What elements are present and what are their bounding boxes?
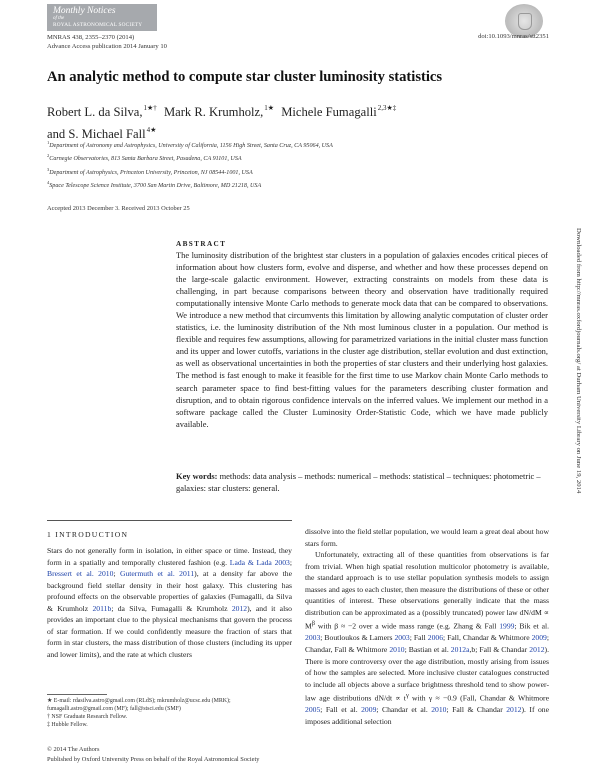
affiliation-num: 3	[47, 166, 50, 172]
text-run: ; da Silva, Fumagalli & Krumholz	[111, 603, 232, 613]
abstract-text: The luminosity distribution of the brightest star clusters in a population of galaxies encodes critical pieces of information about how clusters form, evolve and disperse, and whether and how these processes depend on the large-scale galactic environment. However, extracting constraints on models from these data is challenging, in part because comparisons between theory and observation have traditionally required computationally intensive Monte Carlo methods to generate mock data that can be compared to observations. We introduce a new method that circumvents this limitation by allowing analytic computation of cluster order statistics, i.e. the luminosity distribution of the Nth most luminous cluster in a population. Our method is flexible and requires few assumptions, allowing for parametrized variations in the initial cluster mass function and its upper and lower cutoffs, variations in the cluster age distribution, stellar evolution and dust extinction, as well as observational uncertainties in both the properties of star clusters and their underlying host galaxies. The method is fast enough to make it feasible for the first time to use Markov chain Monte Carlo methods to search parameter space to find best-fitting values for the parameters describing cluster formation and disruption, and to obtain rigorous confidence intervals on the inferred values. We implement our method in a software package called the Cluster Luminosity Order-Statistic Code, which we have made publicly available.	[176, 250, 548, 429]
footnote-email: ★ E-mail: rdasilva.astro@gmail.com (RLdS); mkrumholz@ucsc.edu (MRK); fumagalli.astro@gmail.com (MF); fall@stsci.edu (SMF)	[47, 698, 231, 713]
author-list	[47, 99, 400, 143]
affiliation-2	[47, 151, 333, 164]
text-run: ; Bastian et al.	[404, 645, 451, 655]
abstract-heading: ABSTRACT	[176, 240, 227, 248]
author-marks: 2,3★‡	[377, 104, 397, 112]
keywords-label: Key words:	[176, 471, 218, 481]
body-column-right	[305, 526, 549, 727]
author-marks: 4★	[146, 126, 157, 134]
text-run: ). There is more controversy over the age distribution, mostly arising from issues of how the samples are selected. More inclusive cluster catalogues constructed to include all objects above a surface brightness threshold tend to show power-law age distributions dN/dt ∝ t	[305, 645, 549, 703]
text-run: Stars do not generally form in isolation, in either space or time. Instead, they form in a spatially and temporally clustered fashion (e.g.	[47, 546, 292, 567]
affiliation-1	[47, 138, 333, 151]
citation: MNRAS 438, 2355–2370 (2014)	[47, 34, 135, 41]
affiliation-4	[47, 178, 333, 191]
text-run: ;	[113, 569, 120, 579]
citation-link[interactable]: 2012a	[450, 645, 470, 655]
paper-title: An analytic method to compute star cluster luminosity statistics	[47, 69, 443, 85]
text-run: with β ≈ −2 over a wide mass range (e.g. Zhang & Fall	[315, 621, 500, 631]
citation-link[interactable]: 2010	[389, 645, 405, 655]
footnote-rule	[47, 694, 107, 695]
logo-line-1: Monthly Notices	[53, 6, 116, 16]
affiliations	[47, 138, 333, 192]
text-run: ), and it also provides an important clue to the physical mechanisms that govern the process of star formation. If we could confidently measure the fraction of stars that form in star clusters, the mass distribution of those clusters (including its upper and lower limits), and the rate at which clusters	[47, 603, 292, 659]
author-1	[47, 105, 157, 119]
keywords-block	[176, 470, 548, 494]
section-heading: 1 INTRODUCTION	[47, 530, 129, 539]
text-run: ; Chandar et al.	[376, 705, 432, 715]
logo-line-2: of the	[53, 16, 65, 21]
abstract-block	[176, 240, 548, 430]
author-name: Robert L. da Silva,	[47, 105, 143, 119]
citation-link[interactable]: 2012	[506, 705, 522, 715]
text-run: Unfortunately, extracting all of these quantities from observations is far from trivial. When high spatial resolution multicolor photometry is available, the standard approach is to use stellar population synthesis models to assign masses and ages to each cluster, then measure the distributions of these or other quantities of interest. These observations generally indicate that the mass distribution can be approximated as a (possibly truncated) power law dN/dM ∝ M	[305, 550, 549, 631]
author-name: and S. Michael Fall	[47, 127, 146, 141]
accepted-date: Accepted 2013 December 3. Received 2013 October 25	[47, 205, 190, 212]
text-run: ; Fall, Chandar & Whitmore	[443, 633, 532, 643]
citation-link[interactable]: Bressert et al. 2010	[47, 569, 114, 579]
author-2	[164, 105, 274, 119]
citation-link[interactable]: 2012	[529, 645, 545, 655]
text-run: ; Chandar, Fall & Whitmore	[305, 633, 549, 655]
affiliation-text: Space Telescope Science Institute, 3700 San Martin Drive, Baltimore, MD 21218, USA	[49, 183, 262, 190]
intro-paragraph-1-cont: dissolve into the field stellar population, we would learn a great deal about how stars form.	[305, 527, 549, 548]
keywords-text: methods: data analysis – methods: numerical – methods: statistical – techniques: photometric – galaxies: star clusters: general.	[176, 471, 541, 493]
text-run: ; Bik et al.	[514, 621, 549, 631]
author-name: Mark R. Krumholz,	[163, 105, 264, 119]
citation-link[interactable]: 2005	[305, 705, 321, 715]
footnotes	[47, 697, 292, 729]
affiliation-3	[47, 165, 333, 178]
advance-access: Advance Access publication 2014 January 10	[47, 43, 167, 51]
exponent: β	[311, 620, 316, 628]
text-run: ). If one imposes additional selection	[305, 705, 550, 726]
logo-line-3: ROYAL ASTRONOMICAL SOCIETY	[53, 22, 143, 28]
citation-link[interactable]: Gutermuth et al. 2011	[119, 569, 195, 579]
affiliation-text: Carnegie Observatories, 813 Santa Barbara Street, Pasadena, CA 91101, USA	[49, 156, 242, 163]
page-footer	[47, 745, 259, 764]
affiliation-text: Department of Astronomy and Astrophysics, University of California, 1156 High Street, Santa Cruz, CA 95064, USA	[49, 143, 333, 149]
body-column-left	[47, 530, 292, 660]
text-run: ; Fall & Chandar	[446, 705, 507, 715]
intro-paragraph-2	[305, 549, 549, 727]
citation-link[interactable]: 2012	[231, 603, 248, 613]
affiliation-num: 1	[47, 140, 50, 145]
affiliation-num: 2	[47, 153, 50, 159]
author-marks: 1★†	[143, 104, 157, 112]
exponent: γ	[405, 692, 409, 700]
affiliation-num: 4	[47, 180, 50, 186]
text-run: ,b; Fall & Chandar	[469, 645, 530, 655]
citation-link[interactable]: 2006	[427, 633, 444, 643]
footnote-nsf: † NSF Graduate Research Fellow.	[47, 714, 128, 721]
author-marks: 1★	[264, 104, 275, 112]
citation-link[interactable]: 1999	[499, 621, 515, 631]
publisher: Published by Oxford University Press on behalf of the Royal Astronomical Society	[47, 755, 260, 763]
author-3	[281, 105, 396, 119]
affiliation-text: Department of Astrophysics, Princeton University, Princeton, NJ 08544-1001, USA	[49, 169, 253, 176]
download-watermark	[571, 228, 583, 553]
citation-link[interactable]: 2011b	[92, 603, 112, 613]
section-rule-left	[47, 520, 292, 521]
citation-link[interactable]: 2003	[305, 633, 321, 643]
citation-link[interactable]: 2010	[431, 705, 447, 715]
footnote-hubble: ‡ Hubble Fellow.	[47, 722, 88, 729]
text-run: ;	[289, 557, 292, 567]
citation-link[interactable]: Lada & Lada 2003	[229, 557, 290, 567]
download-watermark-text: Downloaded from http://mnras.oxfordjournals.org/ at Durham University Library on June 19, 2014	[575, 228, 582, 494]
text-run: ; Fall	[409, 633, 428, 643]
text-run: with γ ≈ −0.9 (Fall, Chandar & Whitmore	[408, 693, 549, 703]
citation-link[interactable]: 2009	[361, 705, 377, 715]
citation-link[interactable]: 2009	[531, 633, 547, 643]
journal-logo	[47, 4, 157, 31]
journal-meta	[47, 33, 167, 51]
text-run: ), at a density far above the background field stellar density in their host galaxy. This clustering has profound effects on the observable properties of galaxies (Fumagalli, da Silva & Krumholz	[47, 569, 292, 613]
copyright: © 2014 The Authors	[47, 746, 100, 753]
citation-link[interactable]: 2003	[394, 633, 410, 643]
intro-paragraph-1	[47, 545, 292, 660]
author-name: Michele Fumagalli	[281, 105, 377, 119]
text-run: ; Boutloukos & Lamers	[320, 633, 395, 643]
doi-link[interactable]: doi:10.1093/mnras/stt2351	[478, 33, 549, 40]
text-run: ; Fall et al.	[320, 705, 362, 715]
